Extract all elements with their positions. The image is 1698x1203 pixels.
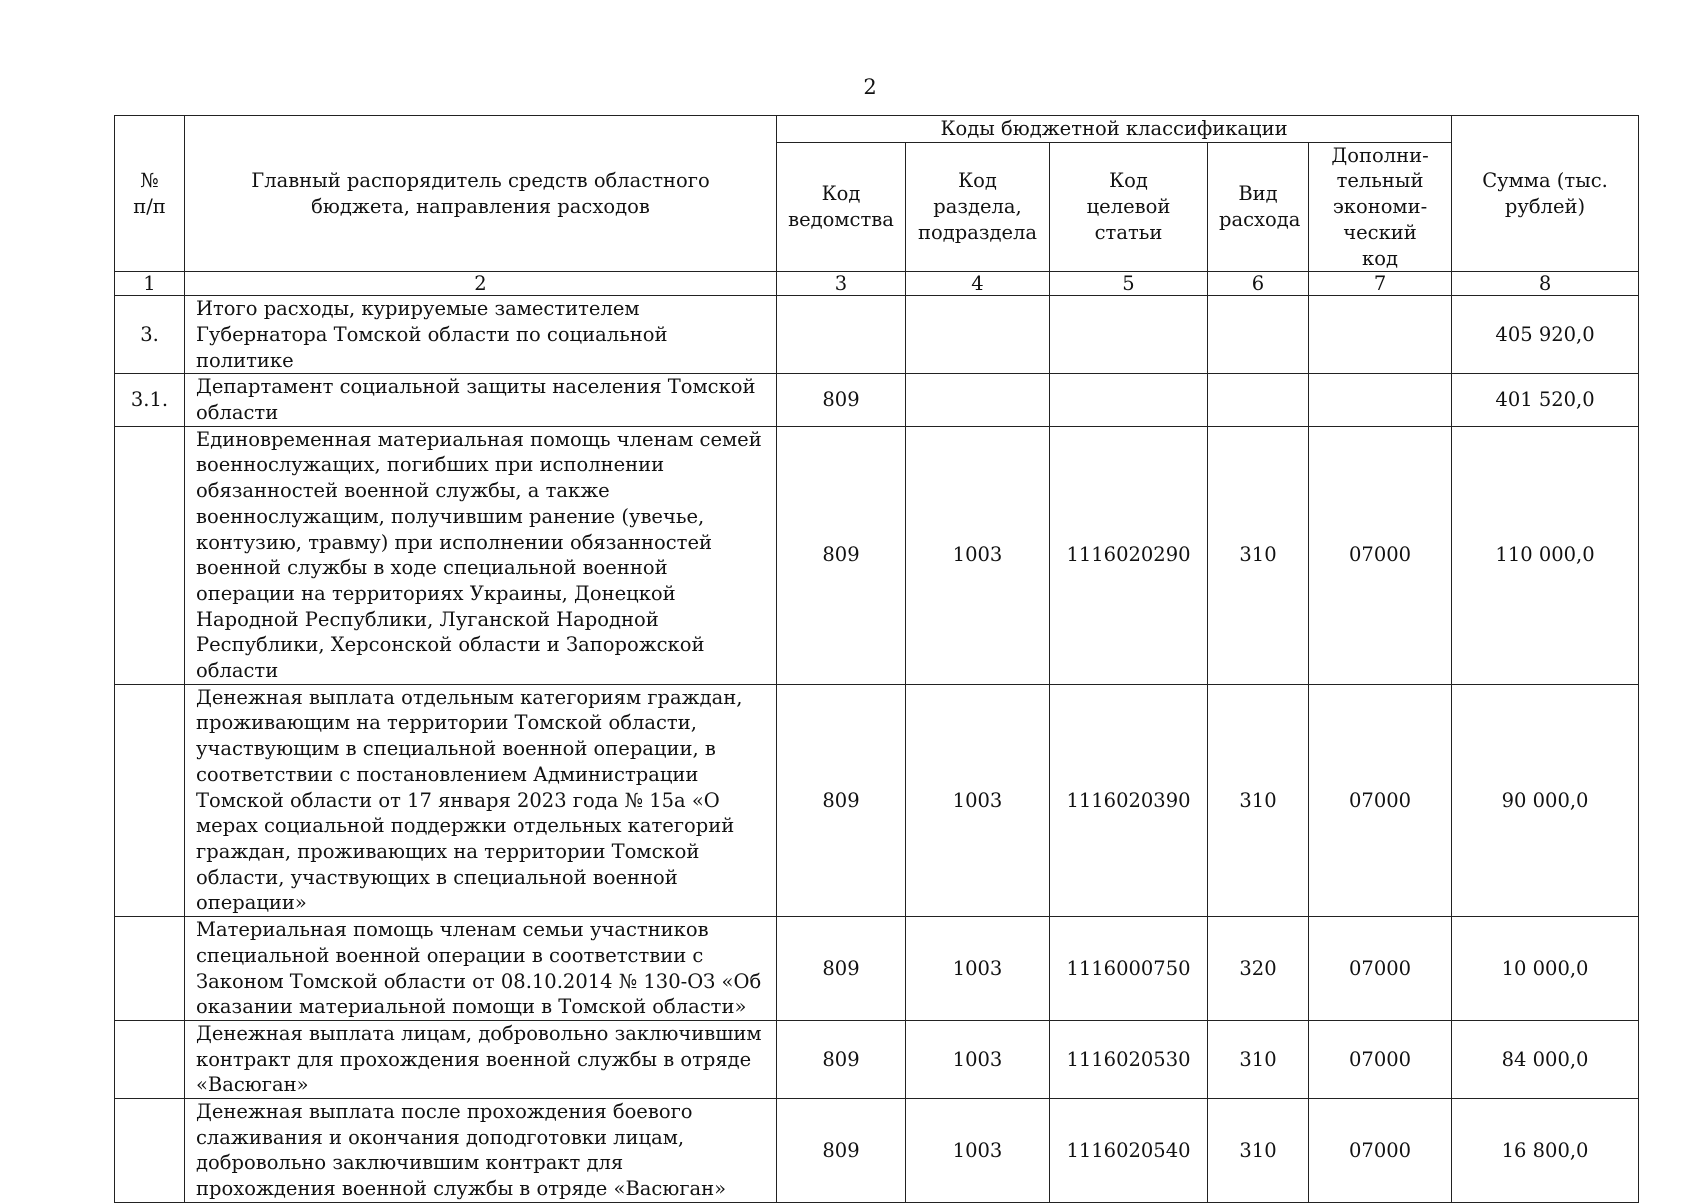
header-target: Код целевой статьи — [1050, 142, 1208, 272]
row-target: 1116000750 — [1050, 917, 1208, 1021]
column-number: 1 — [115, 272, 185, 296]
column-number-row — [115, 272, 1639, 296]
row-kind: 310 — [1208, 426, 1309, 684]
header-codes-group: Коды бюджетной классификации — [777, 116, 1452, 143]
column-number: 6 — [1208, 272, 1309, 296]
row-dept: 809 — [777, 1099, 906, 1203]
row-section: 1003 — [906, 426, 1050, 684]
header-num: № п/п — [115, 116, 185, 272]
table-row — [115, 296, 1639, 374]
row-dept: 809 — [777, 1020, 906, 1098]
row-kind — [1208, 374, 1309, 426]
row-dept: 809 — [777, 684, 906, 916]
header-sum: Сумма (тыс. рублей) — [1452, 116, 1639, 272]
row-sum: 90 000,0 — [1452, 684, 1639, 916]
page-number: 2 — [863, 75, 877, 99]
row-kind: 310 — [1208, 684, 1309, 916]
row-extra — [1309, 374, 1452, 426]
row-target — [1050, 296, 1208, 374]
row-extra: 07000 — [1309, 1099, 1452, 1203]
row-section: 1003 — [906, 684, 1050, 916]
row-sum: 401 520,0 — [1452, 374, 1639, 426]
row-num — [115, 1099, 185, 1203]
row-section — [906, 374, 1050, 426]
row-sum: 405 920,0 — [1452, 296, 1639, 374]
row-name: Денежная выплата лицам, добровольно заключившим контракт для прохождения военной службы в отряде «Васюган» — [185, 1020, 777, 1098]
row-dept: 809 — [777, 917, 906, 1021]
row-num: 3.1. — [115, 374, 185, 426]
header-dept: Код ведомства — [777, 142, 906, 272]
row-num — [115, 684, 185, 916]
row-num — [115, 1020, 185, 1098]
column-number: 3 — [777, 272, 906, 296]
header-section: Код раздела, подраздела — [906, 142, 1050, 272]
row-num — [115, 426, 185, 684]
table-row — [115, 426, 1639, 684]
table-row — [115, 1099, 1639, 1203]
row-kind: 310 — [1208, 1020, 1309, 1098]
row-dept: 809 — [777, 374, 906, 426]
row-name: Материальная помощь членам семьи участников специальной военной операции в соответствии с Законом Томской области от 08.10.2014 № 130-ОЗ «Об оказании материальной помощи в Томской области» — [185, 917, 777, 1021]
row-dept: 809 — [777, 426, 906, 684]
row-extra — [1309, 296, 1452, 374]
table-row — [115, 374, 1639, 426]
row-kind: 310 — [1208, 1099, 1309, 1203]
row-num — [115, 917, 185, 1021]
row-target: 1116020540 — [1050, 1099, 1208, 1203]
row-section: 1003 — [906, 1099, 1050, 1203]
row-sum: 84 000,0 — [1452, 1020, 1639, 1098]
row-kind — [1208, 296, 1309, 374]
row-extra: 07000 — [1309, 684, 1452, 916]
table-row — [115, 684, 1639, 916]
header-extra: Дополни-тельный экономи-ческий код — [1309, 142, 1452, 272]
budget-table — [114, 115, 1639, 1203]
row-section: 1003 — [906, 1020, 1050, 1098]
row-dept — [777, 296, 906, 374]
row-name: Единовременная материальная помощь членам семей военнослужащих, погибших при исполнении обязанностей военной службы, а также военнослужащим, получившим ранение (увечье, контузию, травму) при исполнении обязанностей военной службы в ходе специальной военной операции на территориях Украины, Донецкой Народной Республики, Луганской Народной Республики, Херсонской области и Запорожской области — [185, 426, 777, 684]
row-extra: 07000 — [1309, 917, 1452, 1021]
row-name: Денежная выплата отдельным категориям граждан, проживающим на территории Томской области, участвующим в специальной военной операции, в соответствии с постановлением Администрации Томской области от 17 января 2023 года № 15а «О мерах социальной поддержки отдельных категорий граждан, проживающих на территории Томской области, участвующих в специальной военной операции» — [185, 684, 777, 916]
row-section: 1003 — [906, 917, 1050, 1021]
row-sum: 110 000,0 — [1452, 426, 1639, 684]
row-target: 1116020530 — [1050, 1020, 1208, 1098]
column-number: 5 — [1050, 272, 1208, 296]
column-number: 4 — [906, 272, 1050, 296]
row-num: 3. — [115, 296, 185, 374]
header-kind: Вид расхода — [1208, 142, 1309, 272]
row-extra: 07000 — [1309, 426, 1452, 684]
row-target: 1116020290 — [1050, 426, 1208, 684]
column-number: 8 — [1452, 272, 1639, 296]
row-sum: 16 800,0 — [1452, 1099, 1639, 1203]
row-sum: 10 000,0 — [1452, 917, 1639, 1021]
table-row — [115, 917, 1639, 1021]
row-name: Денежная выплата после прохождения боевого слаживания и окончания доподготовки лицам, добровольно заключившим контракт для прохождения военной службы в отряде «Васюган» — [185, 1099, 777, 1203]
header-name: Главный распорядитель средств областного бюджета, направления расходов — [185, 116, 777, 272]
row-target: 1116020390 — [1050, 684, 1208, 916]
column-number: 2 — [185, 272, 777, 296]
column-number: 7 — [1309, 272, 1452, 296]
row-extra: 07000 — [1309, 1020, 1452, 1098]
row-section — [906, 296, 1050, 374]
row-target — [1050, 374, 1208, 426]
row-name: Департамент социальной защиты населения Томской области — [185, 374, 777, 426]
row-name: Итого расходы, курируемые заместителем Губернатора Томской области по социальной политике — [185, 296, 777, 374]
row-kind: 320 — [1208, 917, 1309, 1021]
table-row — [115, 1020, 1639, 1098]
